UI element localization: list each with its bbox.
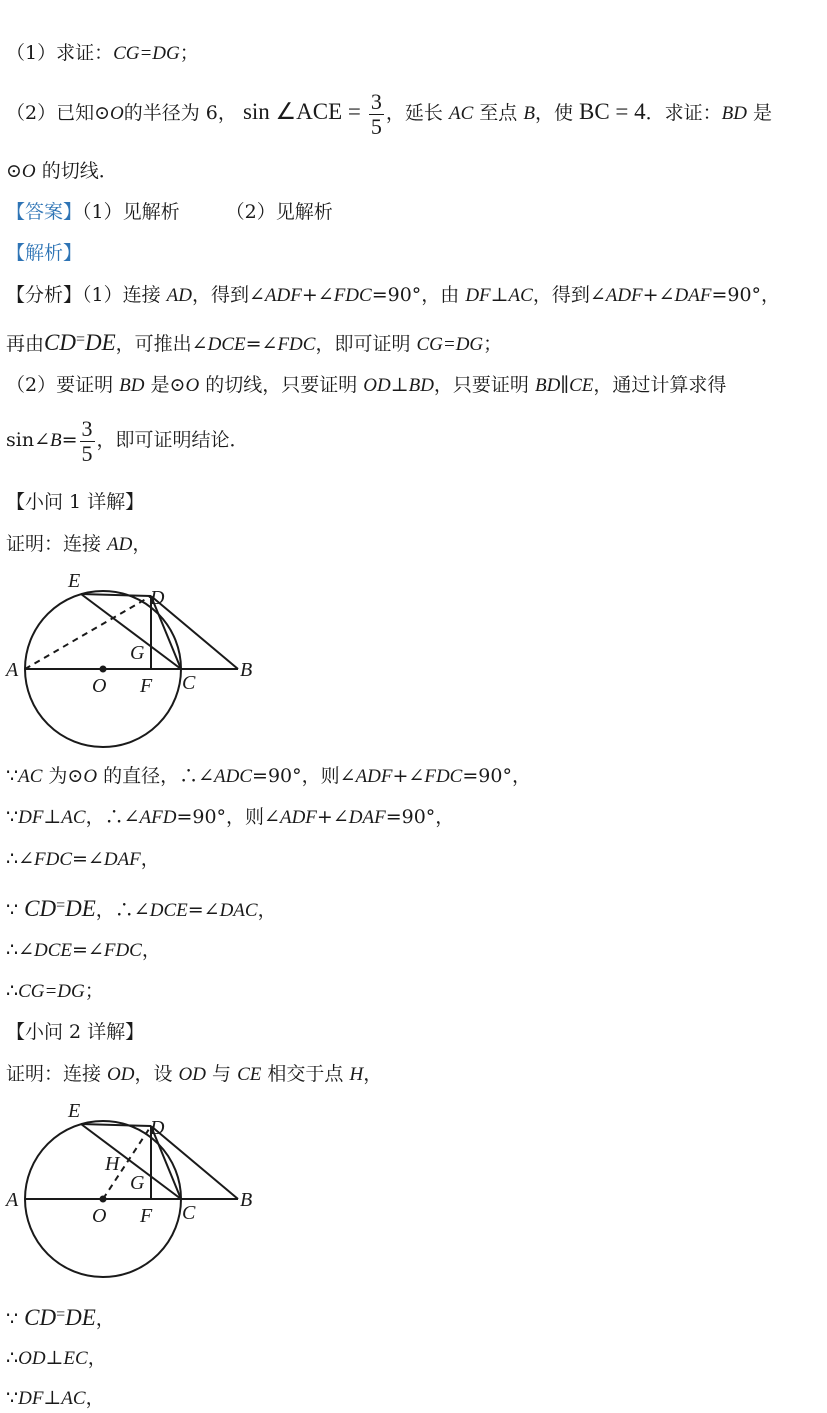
- f3-t2: 是⊙: [144, 374, 186, 396]
- s9-4: ，: [85, 1387, 105, 1409]
- s6-2: ；: [84, 980, 104, 1002]
- step-5: [6, 937, 161, 964]
- sub2-ce: CE: [237, 1064, 262, 1085]
- sub2-p1: 证明：连接: [6, 1063, 108, 1085]
- s9-1: DF: [18, 1388, 44, 1409]
- label-d: D: [150, 587, 165, 609]
- s2-0: ∵: [6, 806, 19, 828]
- f3-e1: BD: [119, 375, 145, 396]
- q2-t4: 至点: [473, 102, 524, 124]
- s3-3: DAF: [103, 849, 141, 870]
- f1-t2: ，得到∠: [191, 284, 265, 306]
- q2-fraction: [369, 90, 384, 139]
- s8-0: ∴: [6, 1347, 19, 1369]
- step-2: [6, 804, 454, 831]
- s2-2: ⊥: [43, 806, 62, 828]
- label-h-2: H: [105, 1153, 120, 1175]
- f4-t3: ，即可证明结论．: [96, 429, 249, 451]
- f1-e2: FDC: [333, 285, 372, 306]
- sub2-od: OD: [107, 1064, 135, 1085]
- f4-e1: B: [49, 430, 62, 451]
- f1-t5: ⊥: [490, 284, 509, 306]
- s5-2: =∠: [72, 939, 104, 961]
- fenxi-line-2: [6, 327, 502, 358]
- question-2: [6, 86, 772, 140]
- sub2-title: [6, 1019, 144, 1045]
- f1-t1: （1）连接: [82, 284, 167, 306]
- s3-4: ，: [140, 848, 160, 870]
- f2-e3: CG=DG: [416, 334, 484, 355]
- q2b-t2: 的切线．: [35, 160, 118, 182]
- f3-t7: ，通过计算求得: [593, 374, 727, 396]
- analysis-tag: 【解析】: [6, 242, 83, 264]
- s1-7: ADF: [355, 766, 393, 787]
- s8-4: ，: [87, 1347, 107, 1369]
- q2-t2: 的半径为 6，: [123, 102, 237, 124]
- f3-e3: OD: [363, 375, 391, 396]
- label-d-2: D: [150, 1117, 165, 1139]
- sub2-p3: 与: [206, 1063, 238, 1085]
- sub1-proof-text: 证明：连接: [6, 533, 108, 555]
- label-e: E: [68, 570, 81, 592]
- sub1-title-text: 【小问 1 详解】: [6, 491, 145, 513]
- label-o: O: [92, 675, 107, 697]
- f3-t5: ，只要证明: [433, 374, 535, 396]
- s4-eq: =: [56, 897, 66, 914]
- label-g: G: [130, 642, 145, 664]
- label-a: A: [6, 659, 19, 681]
- f2-de: DE: [85, 330, 116, 355]
- s2-6: =90°，则∠: [176, 806, 280, 828]
- s1-4: 的直径，∴∠: [97, 765, 215, 787]
- s5-1: DCE: [34, 940, 73, 961]
- f3-e2: O: [185, 375, 200, 396]
- s4-3: ，∴∠: [95, 899, 150, 921]
- s4-cd: CD: [24, 896, 57, 921]
- f4-t2: =: [61, 429, 78, 451]
- q1-prefix: （1）求证：: [6, 42, 114, 64]
- s7-de: DE: [65, 1305, 96, 1330]
- s2-10: =90°，: [385, 806, 455, 828]
- question-1: [6, 40, 199, 67]
- s8-1: OD: [18, 1348, 46, 1369]
- q2-sin: sin ∠ACE =: [242, 99, 361, 124]
- f4-den: 5: [81, 440, 93, 466]
- s9-3: AC: [61, 1388, 86, 1409]
- answer-tag: 【答案】: [6, 201, 83, 223]
- label-o-2: O: [92, 1205, 107, 1227]
- label-a-2: A: [6, 1189, 19, 1211]
- s1-2: 为⊙: [42, 765, 84, 787]
- s1-5: ADC: [214, 766, 253, 787]
- q2-t3: ，延长: [385, 102, 449, 124]
- step-9: [6, 1385, 105, 1412]
- f2-t5: ；: [483, 333, 503, 355]
- f2-t2: ，可推出∠: [115, 333, 208, 355]
- q2-bc: BC = 4: [579, 99, 646, 124]
- step-8: [6, 1345, 107, 1372]
- label-f-2: F: [140, 1205, 153, 1227]
- f3-t6: ∥: [560, 374, 570, 396]
- q2-ac: AC: [448, 103, 474, 124]
- label-b-2: B: [240, 1189, 253, 1211]
- s4-5: =∠: [187, 899, 220, 921]
- sub2-p4: 相交于点: [261, 1063, 350, 1085]
- fenxi-line-1: [6, 282, 780, 309]
- s5-4: ，: [141, 939, 161, 961]
- s9-2: ⊥: [43, 1387, 62, 1409]
- geometry-diagram-1: [0, 565, 300, 755]
- q2b-o: O: [21, 161, 36, 182]
- s7-eq: =: [56, 1306, 66, 1323]
- s7-0: ∵: [6, 1308, 25, 1330]
- f1-t8: =90°，: [711, 284, 781, 306]
- s2-4: ，∴∠: [85, 806, 140, 828]
- fenxi-line-4: [6, 414, 249, 467]
- fenxi-line-3: [6, 372, 726, 399]
- label-e-2: E: [68, 1100, 81, 1122]
- q2-num: 3: [370, 88, 382, 114]
- sub1-title: [6, 489, 144, 515]
- f1-e4: AC: [508, 285, 533, 306]
- center-dot-2: [100, 1196, 107, 1203]
- s1-3: O: [83, 766, 98, 787]
- f2-cd: CD: [44, 330, 76, 355]
- q1-expr: CG=DG: [113, 43, 180, 64]
- s6-1: CG=DG: [18, 981, 85, 1002]
- f2-t1: 再由: [6, 333, 45, 355]
- f3-e6: CE: [569, 375, 594, 396]
- s8-3: EC: [63, 1348, 88, 1369]
- s2-7: ADF: [279, 807, 317, 828]
- step-7: [6, 1302, 115, 1332]
- s7-3: ，: [95, 1308, 115, 1330]
- analysis-heading: [6, 240, 82, 266]
- s2-3: AC: [61, 807, 86, 828]
- s4-7: ，: [257, 899, 277, 921]
- f1-t4: =90°，由: [371, 284, 466, 306]
- s1-9: FDC: [424, 766, 463, 787]
- s7-cd: CD: [24, 1305, 57, 1330]
- answer-line: [6, 199, 333, 225]
- question-2-cont: [6, 158, 118, 185]
- f3-e5: BD: [534, 375, 561, 396]
- q2-o: O: [110, 103, 124, 124]
- fenxi-tag: 【分析】: [6, 284, 83, 306]
- step-6: [6, 978, 104, 1005]
- f1-t3: +∠: [301, 284, 334, 306]
- label-g-2: G: [130, 1172, 145, 1194]
- sub1-proof: [6, 531, 151, 558]
- arc-cd: [44, 330, 76, 355]
- sub1-end: ，: [132, 533, 152, 555]
- center-dot: [100, 666, 107, 673]
- f1-ad: AD: [166, 285, 192, 306]
- s2-5: AFD: [139, 807, 177, 828]
- s1-1: AC: [18, 766, 43, 787]
- q2-t5: ，使: [534, 102, 579, 124]
- sub2-p5: ，: [363, 1063, 383, 1085]
- label-c-2: C: [182, 1202, 196, 1224]
- f2-t4: ，即可证明: [315, 333, 417, 355]
- s1-0: ∵: [6, 765, 19, 787]
- q2b-t1: ⊙: [6, 160, 22, 182]
- f3-t1: （2）要证明: [6, 374, 120, 396]
- f1-e6: DAF: [674, 285, 712, 306]
- f2-e2: FDC: [277, 334, 316, 355]
- s4-4: DCE: [149, 900, 188, 921]
- s3-0: ∴∠: [6, 848, 35, 870]
- s1-6: =90°，则∠: [252, 765, 356, 787]
- s1-10: =90°，: [462, 765, 531, 787]
- s4-6: DAC: [219, 900, 258, 921]
- q2-b: B: [523, 103, 535, 124]
- s2-1: DF: [18, 807, 44, 828]
- sub2-title-text: 【小问 2 详解】: [6, 1021, 145, 1043]
- f1-t6: ，得到∠: [532, 284, 606, 306]
- q1-end: ；: [179, 42, 199, 64]
- s6-0: ∴: [6, 980, 19, 1002]
- line-ed: [81, 594, 151, 596]
- f1-e3: DF: [465, 285, 491, 306]
- label-b: B: [240, 659, 253, 681]
- line-ed-2: [81, 1124, 151, 1126]
- sub2-h: H: [349, 1064, 364, 1085]
- sub2-p2: ，设: [134, 1063, 179, 1085]
- s5-0: ∴∠: [6, 939, 35, 961]
- q2-den: 5: [370, 113, 382, 139]
- q2-t1: （2）已知⊙: [6, 102, 111, 124]
- step-3: [6, 846, 160, 873]
- q2-t6: ．求证：: [645, 102, 722, 124]
- s2-9: DAF: [348, 807, 386, 828]
- s1-8: +∠: [392, 765, 425, 787]
- arc-equals: =: [75, 331, 85, 348]
- s4-0: ∵: [6, 899, 25, 921]
- sub2-proof: [6, 1061, 382, 1088]
- answer-2: （2）见解析: [225, 201, 333, 223]
- s5-3: FDC: [103, 940, 142, 961]
- label-f: F: [140, 675, 153, 697]
- f1-e1: ADF: [264, 285, 302, 306]
- f3-t3: 的切线，只要证明: [199, 374, 364, 396]
- f4-num: 3: [81, 415, 93, 441]
- s4-de: DE: [65, 896, 96, 921]
- q2-bd: BD: [721, 103, 747, 124]
- s9-0: ∵: [6, 1387, 19, 1409]
- s2-8: +∠: [316, 806, 349, 828]
- f3-e4: BD: [408, 375, 434, 396]
- sub1-ad: AD: [107, 534, 133, 555]
- s3-1: FDC: [34, 849, 73, 870]
- sub2-od2: OD: [178, 1064, 206, 1085]
- answer-1: （1）见解析: [82, 201, 180, 223]
- f4-fraction: [80, 417, 95, 466]
- label-c: C: [182, 672, 196, 694]
- s8-2: ⊥: [45, 1347, 64, 1369]
- f2-t3: =∠: [245, 333, 278, 355]
- f3-t4: ⊥: [390, 374, 409, 396]
- arc-de: [85, 330, 116, 355]
- q2-t7: 是: [747, 102, 773, 124]
- s3-2: =∠: [72, 848, 104, 870]
- f1-e5: ADF: [605, 285, 643, 306]
- f4-t1: sin∠: [6, 429, 50, 451]
- geometry-diagram-2: [0, 1095, 300, 1285]
- f1-t7: +∠: [642, 284, 675, 306]
- f2-e1: DCE: [207, 334, 246, 355]
- step-4: [6, 893, 277, 924]
- step-1: [6, 763, 531, 790]
